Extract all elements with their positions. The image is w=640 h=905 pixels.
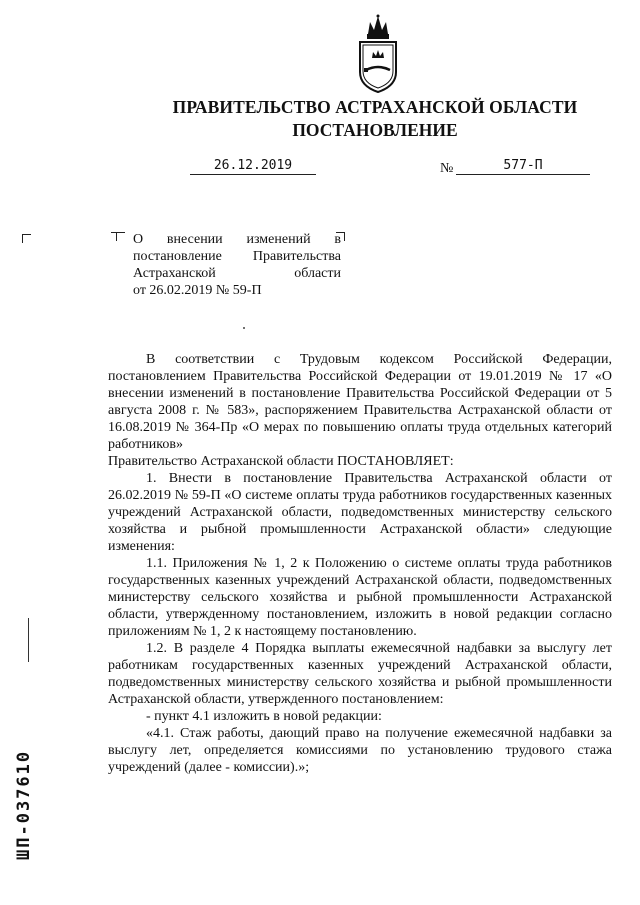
government-title: ПРАВИТЕЛЬСТВО АСТРАХАНСКОЙ ОБЛАСТИ <box>172 97 578 117</box>
side-serial-code: ШП-037610 <box>14 749 34 860</box>
number-label: № <box>440 161 454 176</box>
document-number: 577-П <box>456 158 590 175</box>
paragraph-resolves: Правительство Астраханской области ПОСТАНОВЛЯЕТ: <box>108 454 454 469</box>
paragraph-item-4-1-text: «4.1. Стаж работы, дающий право на получение ежемесячной надбавки за выслугу лет, определяется комиссиями по установлению трудового стажа учреждений (далее - комиссии).»; <box>108 726 612 775</box>
paragraph-item-1: 1. Внести в постановление Правительства Астраханской области от 26.02.2019 № 59-П «О системе оплаты труда работников государственных казенных учреждений Астраханской области, подведомственных министерству сельского хозяйства и рыбной промышленности Астраханской области» следующие изменения: <box>108 471 612 554</box>
subject-line-2: постановление Правительства <box>133 249 341 264</box>
coat-of-arms-icon <box>354 14 402 94</box>
paragraph-item-1-2: 1.2. В разделе 4 Порядка выплаты ежемесячной надбавки за выслугу лет работникам государственных казенных учреждений Астраханской области, подведомственных министерству сельского хозяйства и рыбной промышленности Астраханской области, утвержденного постановлением: <box>108 641 612 707</box>
corner-mark-subject-left <box>116 232 125 241</box>
subject-block <box>133 231 341 299</box>
document-date: 26.12.2019 <box>190 158 316 175</box>
subject-line-1: О внесении изменений в <box>133 232 341 247</box>
corner-mark-left <box>22 234 31 243</box>
paragraph-preamble: В соответствии с Трудовым кодексом Российской Федерации, постановлением Правительства Российской Федерации от 19.01.2019 № 17 «О внесении изменений в постановление Правительства Российской Федерации от 5 августа 2008 г. № 583», распоряжением Правительства Астраханской области от 16.08.2019 № 364-Пр «О мерах по повышению оплаты труда отдельных категорий работников» <box>108 352 612 452</box>
document-body <box>108 351 612 776</box>
document-type: ПОСТАНОВЛЕНИЕ <box>292 120 458 140</box>
stray-dot <box>243 327 245 329</box>
paragraph-item-4-1-intro: - пункт 4.1 изложить в новой редакции: <box>146 709 382 724</box>
paragraph-item-1-1: 1.1. Приложения № 1, 2 к Положению о системе оплаты труда работников государственных казенных учреждений Астраханской области, подведомственных министерству сельского хозяйства и рыбной промышленности Астраханской области, утвержденному постановлением, изложить в новой редакции согласно приложениям № 1, 2 к настоящему постановлению. <box>108 556 612 639</box>
corner-mark-subject-left-inner <box>111 232 117 234</box>
subject-line-3: Астраханской области <box>133 266 341 281</box>
margin-line <box>28 618 29 662</box>
subject-line-4: от 26.02.2019 № 59-П <box>133 283 262 298</box>
